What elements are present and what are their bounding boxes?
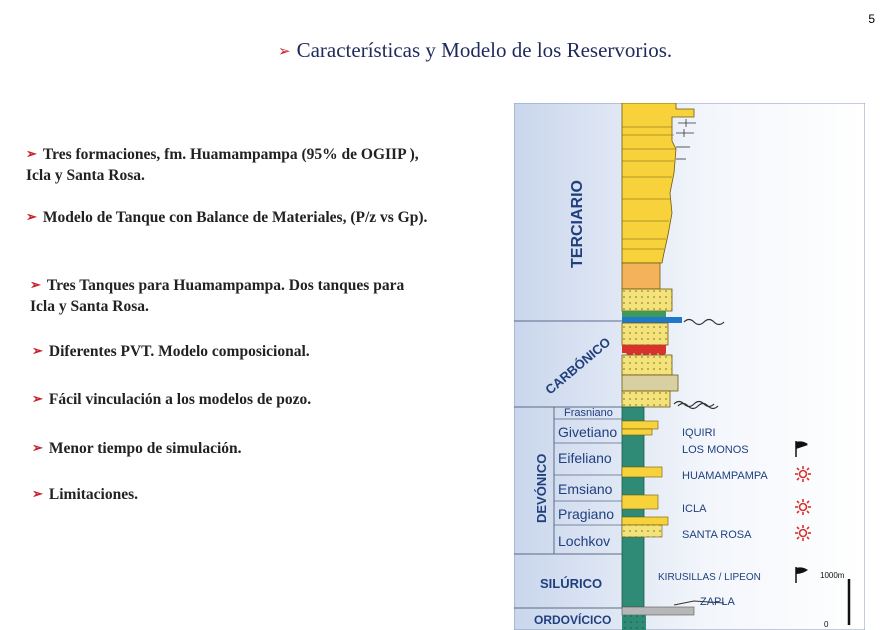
diamictite-layer xyxy=(622,375,678,391)
period-carbonico: CARBÓNICO xyxy=(542,334,614,398)
ordovician-unit xyxy=(622,615,646,630)
slide-title xyxy=(278,38,672,63)
slide-title-text: Características y Modelo de los Reservorios. xyxy=(296,38,673,62)
arrow-bullet-icon: ➢ xyxy=(26,209,37,224)
bullet-text: Menor tiempo de simulación. xyxy=(48,440,242,457)
formation-zapla: ZAPLA xyxy=(700,596,735,608)
bullet-formations xyxy=(26,144,506,186)
formation-huamampampa: HUAMAMPAMPA xyxy=(682,470,768,482)
formation-santa-rosa: SANTA ROSA xyxy=(682,529,752,541)
scale-label-top: 1000m xyxy=(820,571,845,580)
arrow-bullet-icon: ➢ xyxy=(30,277,41,292)
period-terciario: TERCIARIO xyxy=(569,180,586,268)
bullet-text-continued: Icla y Santa Rosa. xyxy=(26,167,145,184)
bullet-well-models xyxy=(32,389,311,410)
stage-emsiano: Emsiano xyxy=(558,481,613,497)
stratigraphic-column-figure xyxy=(514,103,865,630)
bullet-text: Fácil vinculación a los modelos de pozo. xyxy=(48,391,312,408)
page-number: 5 xyxy=(868,12,875,26)
arrow-bullet-icon: ➢ xyxy=(32,391,43,406)
stage-givetiano: Givetiano xyxy=(558,424,618,440)
formation-los-monos: LOS MONOS xyxy=(682,444,749,456)
arrow-bullet-icon: ➢ xyxy=(32,486,43,501)
bullet-tanks xyxy=(30,275,500,317)
stage-frasniano: Frasniano xyxy=(564,407,613,419)
bullet-text: Diferentes PVT. Modelo composicional. xyxy=(48,343,310,360)
carbonico-sand-3 xyxy=(622,391,670,407)
bullet-pvt xyxy=(32,341,310,362)
formation-kirusillas-lipeon: KIRUSILLAS / LIPEON xyxy=(658,572,761,583)
bullet-limitations xyxy=(32,484,138,505)
arrow-bullet-icon: ➢ xyxy=(32,440,43,455)
zapla-layer xyxy=(622,607,694,615)
red-layer xyxy=(622,345,666,356)
period-silurico: SILÚRICO xyxy=(540,576,603,591)
bullet-text-continued: Icla y Santa Rosa. xyxy=(30,298,149,315)
arrow-bullet-icon: ➢ xyxy=(278,44,291,60)
stage-pragiano: Pragiano xyxy=(558,506,615,522)
bullet-text: Limitaciones. xyxy=(48,486,139,503)
formation-iquiri: IQUIRI xyxy=(682,427,716,439)
carbonico-sand xyxy=(622,323,668,345)
blue-band xyxy=(622,317,682,323)
arrow-bullet-icon: ➢ xyxy=(32,343,43,358)
carbonico-sand-2 xyxy=(622,355,672,375)
bullet-text: Tres formaciones, fm. Huamampampa (95% de OGIIP ), xyxy=(42,146,419,163)
sand-layer xyxy=(622,289,672,311)
bullet-text: Modelo de Tanque con Balance de Materiales, (P/z vs Gp). xyxy=(42,209,428,226)
formation-icla: ICLA xyxy=(682,503,707,515)
bullet-text: Tres Tanques para Huamampampa. Dos tanques para xyxy=(46,277,405,294)
scale-label-bottom: 0 xyxy=(824,620,829,629)
stage-lochkov: Lochkov xyxy=(558,533,611,549)
period-ordovicico: ORDOVÍCICO xyxy=(534,613,612,627)
green-band xyxy=(622,311,666,317)
period-devonico: DEVÓNICO xyxy=(534,453,549,523)
stage-eifeliano: Eifeliano xyxy=(558,450,612,466)
arrow-bullet-icon: ➢ xyxy=(26,146,37,161)
orange-layer xyxy=(622,263,660,289)
bullet-tank-model xyxy=(26,207,506,228)
bullet-simulation-time xyxy=(32,438,242,459)
